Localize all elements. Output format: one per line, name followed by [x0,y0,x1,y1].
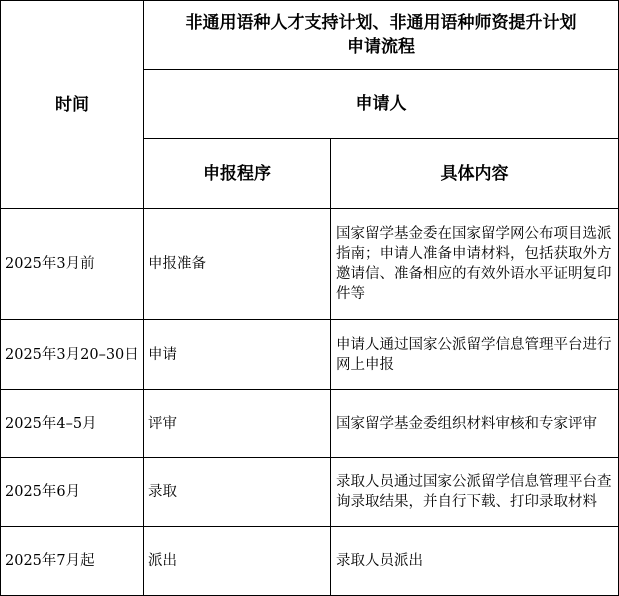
procedure-cell: 申报准备 [144,209,331,320]
procedure-cell: 派出 [144,527,331,596]
table-row [1,390,619,458]
time-cell: 2025年6月 [1,458,144,527]
content-cell: 录取人员通过国家公派留学信息管理平台查询录取结果，并自行下载、打印录取材料 [331,458,619,527]
time-cell: 2025年4–5月 [1,390,144,458]
procedure-cell: 申请 [144,320,331,390]
applicant-header: 申请人 [144,70,619,139]
table-row [1,209,619,320]
table-row [1,458,619,527]
procedure-cell: 录取 [144,458,331,527]
time-cell: 2025年3月前 [1,209,144,320]
table-row [1,320,619,390]
procedure-cell: 评审 [144,390,331,458]
header-row-title [1,1,619,70]
content-cell: 申请人通过国家公派留学信息管理平台进行网上申报 [331,320,619,390]
content-cell: 国家留学基金委在国家留学网公布项目选派指南；申请人准备申请材料，包括获取外方邀请信、准备相应的有效外语水平证明复印件等 [331,209,619,320]
time-cell: 2025年7月起 [1,527,144,596]
time-cell: 2025年3月20–30日 [1,320,144,390]
time-header: 时间 [1,1,144,209]
table-row [1,527,619,596]
table-title: 非通用语种人才支持计划、非通用语种师资提升计划 申请流程 [144,1,619,70]
content-cell: 录取人员派出 [331,527,619,596]
content-header: 具体内容 [331,139,619,209]
content-cell: 国家留学基金委组织材料审核和专家评审 [331,390,619,458]
procedure-header: 申报程序 [144,139,331,209]
